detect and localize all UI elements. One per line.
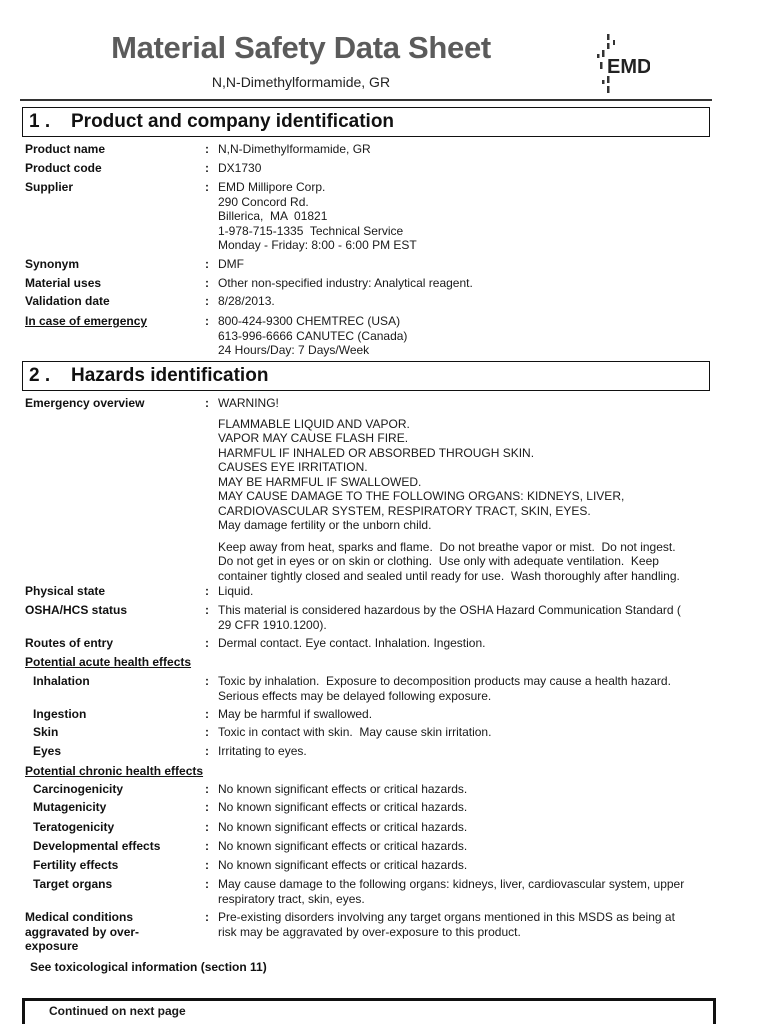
section-1-title: Product and company identification [71, 111, 395, 132]
value-emergency: 800-424-9300 CHEMTREC (USA) 613-996-6666 CANUTEC (Canada) 24 Hours/Day: 7 Days/Week [218, 314, 408, 357]
value-product-name: N,N-Dimethylformamide, GR [218, 142, 371, 156]
label-routes-of-entry: Routes of entry [25, 636, 114, 650]
label-eyes: Eyes [33, 744, 62, 758]
value-skin: Toxic in contact with skin. May cause skin irritation. [218, 725, 492, 739]
acute-effects-heading: Potential acute health effects [25, 655, 192, 669]
label-teratogenicity: Teratogenicity [33, 820, 115, 834]
label-developmental-effects: Developmental effects [33, 839, 161, 853]
value-fertility-effects: No known significant effects or critical hazards. [218, 858, 468, 872]
continued-text: Continued on next page [49, 1004, 186, 1018]
label-fertility-effects: Fertility effects [33, 858, 119, 872]
value-material-uses: Other non-specified industry: Analytical reagent. [218, 276, 473, 290]
label-product-code: Product code [25, 161, 102, 175]
label-mutagenicity: Mutagenicity [33, 800, 107, 814]
document-subtitle: N,N-Dimethylformamide, GR [211, 74, 391, 90]
value-inhalation: Toxic by inhalation. Exposure to decomposition products may cause a health hazard. Serious effects may be delayed following exposure. [218, 674, 671, 703]
signal-word: WARNING! [218, 396, 279, 410]
emd-logo [588, 32, 650, 94]
value-eyes: Irritating to eyes. [218, 744, 307, 758]
label-osha-status: OSHA/HCS status [25, 603, 128, 617]
value-target-organs: May cause damage to the following organs: kidneys, liver, cardiovascular system, upper respiratory tract, skin, eyes. [218, 877, 685, 906]
header-rule [20, 99, 712, 101]
logo-text: EMD [607, 56, 650, 78]
label-physical-state: Physical state [25, 584, 106, 598]
value-teratogenicity: No known significant effects or critical hazards. [218, 820, 468, 834]
toxicological-note: See toxicological information (section 11) [30, 960, 267, 974]
label-inhalation: Inhalation [33, 674, 90, 688]
value-product-code: DX1730 [218, 161, 262, 175]
label-ingestion: Ingestion [33, 707, 87, 721]
section-1-number: 1 . [29, 111, 51, 132]
value-validation-date: 8/28/2013. [218, 294, 275, 308]
label-emergency-overview: Emergency overview [25, 396, 145, 410]
value-carcinogenicity: No known significant effects or critical hazards. [218, 782, 468, 796]
section-1-heading [22, 107, 710, 137]
continued-footer [22, 998, 716, 1024]
document-title: Material Safety Data Sheet [111, 30, 491, 65]
label-supplier: Supplier [25, 180, 74, 194]
label-product-name: Product name [25, 142, 106, 156]
label-skin: Skin [33, 725, 59, 739]
value-emergency-overview: WARNING! FLAMMABLE LIQUID AND VAPOR. VAPOR MAY CAUSE FLASH FIRE. HARMFUL IF INHALED OR ABSORBED THROUGH SKIN. CAUSES EYE IRRITATION. MAY BE HARMFUL IF SWALLOWED. MAY CAUSE DAMAGE TO THE FOLLOWING ORGANS: KIDNEYS, LIVER, CARDIOVASCULAR SYSTEM, RESPIRATORY TRACT, SKIN, EYES. May damage fertility or the unborn child. Keep away from heat, sparks and flame. Do not breathe vapor or mist. Do not ingest. Do not get in eyes or on skin or clothing. Use only with adequate ventilation. Keep container tightly closed and sealed until ready for use. Wash thoroughly after handling. [218, 396, 713, 583]
label-carcinogenicity: Carcinogenicity [33, 782, 124, 796]
value-ingestion: May be harmful if swallowed. [218, 707, 373, 721]
value-routes-of-entry: Dermal contact. Eye contact. Inhalation. Ingestion. [218, 636, 486, 650]
value-synonym: DMF [218, 257, 244, 271]
value-supplier: EMD Millipore Corp. 290 Concord Rd. Billerica, MA 01821 1-978-715-1335 Technical Service Monday - Friday: 8:00 - 6:00 PM EST [218, 180, 417, 252]
value-medical-conditions: Pre-existing disorders involving any target organs mentioned in this MSDS as being at risk may be aggravated by over-exposure to this product. [218, 910, 675, 939]
value-physical-state: Liquid. [218, 584, 254, 598]
label-synonym: Synonym [25, 257, 80, 271]
section-2-heading [22, 361, 710, 391]
label-emergency: In case of emergency [25, 314, 148, 328]
label-medical-conditions: Medical conditions aggravated by over- exposure [25, 910, 140, 953]
section-2-title: Hazards identification [71, 365, 269, 386]
value-developmental-effects: No known significant effects or critical hazards. [218, 839, 468, 853]
label-validation-date: Validation date [25, 294, 110, 308]
section-2-number: 2 . [29, 365, 51, 386]
chronic-effects-heading: Potential chronic health effects [25, 764, 204, 778]
label-material-uses: Material uses [25, 276, 102, 290]
value-osha-status: This material is considered hazardous by the OSHA Hazard Communication Standard ( 29 CFR 1910.1200). [218, 603, 681, 632]
label-target-organs: Target organs [33, 877, 113, 891]
value-mutagenicity: No known significant effects or critical hazards. [218, 800, 468, 814]
